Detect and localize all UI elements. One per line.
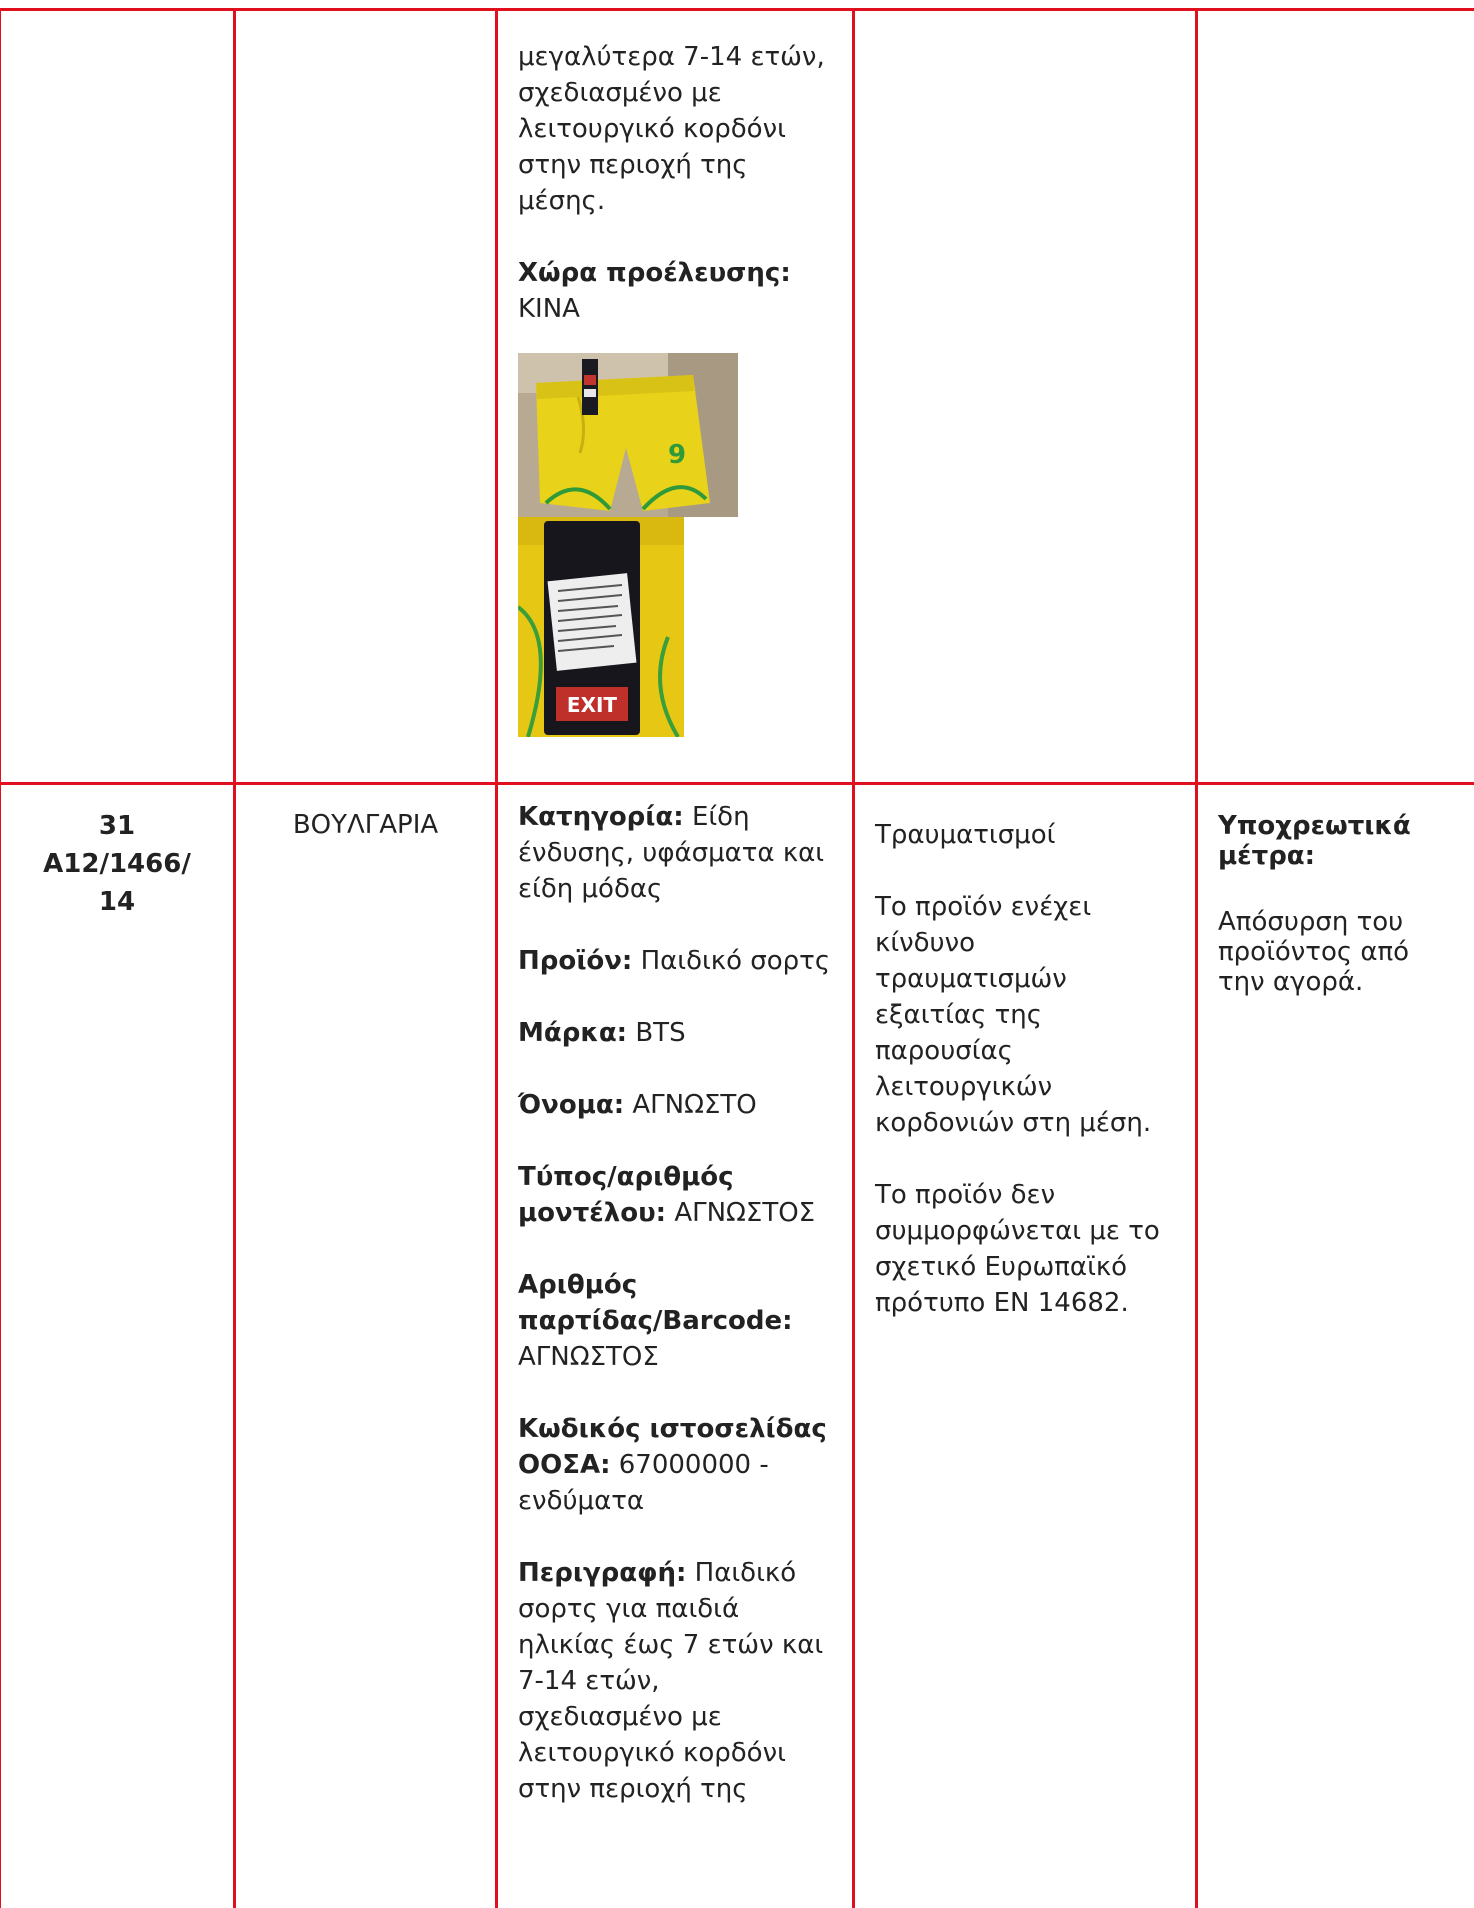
field-oecd-code [518,1411,832,1519]
shorts-number: 9 [668,440,687,470]
cell-country-empty [235,10,497,784]
field-value: ΑΓΝΩΣΤΟ [632,1090,757,1120]
field-category [518,799,832,907]
field-label: Προϊόν: [518,946,633,976]
measures-text: Απόσυρση του προϊόντος από την αγορά. [1218,907,1410,997]
field-label: Αριθμός παρτίδας/Barcode: [518,1270,793,1336]
cell-product-continued [497,10,854,784]
label-tag-photo [518,517,684,737]
field-name [518,1087,832,1123]
ref-code-part2: 14 [98,887,136,917]
country-name: ΒΟΥΛΓΑΡΙΑ [292,810,439,840]
field-product [518,943,832,979]
measures-label: Υποχρεωτικά μέτρα: [1218,811,1411,871]
field-model [518,1159,832,1231]
field-label: Όνομα: [518,1090,625,1120]
field-value: Παιδικό σορτς [640,946,831,976]
field-label: Περιγραφή: [518,1558,687,1588]
field-value: ΑΓΝΩΣΤΟΣ [674,1198,816,1228]
exit-tag-text: EXIT [566,693,618,717]
cell-ref-empty [0,10,235,784]
row-number: 31 [98,811,136,841]
field-label: Τύπος/αριθμός μοντέλου: [518,1162,734,1228]
field-value: ΑΓΝΩΣΤΟΣ [518,1342,659,1372]
table-row-continued [0,10,1474,784]
cell-country [235,784,497,1908]
origin-label: Χώρα προέλευσης: [518,258,791,288]
recall-table [0,8,1474,1908]
field-label: Μάρκα: [518,1018,628,1048]
cell-risk [854,784,1197,1908]
risk-type: Τραυματισμοί [875,820,1056,850]
risk-paragraph-2: Το προϊόν δεν συμμορφώνεται με το σχετικό Ευρωπαϊκό πρότυπο EN 14682. [875,1180,1160,1318]
field-label: Κατηγορία: [518,802,684,832]
origin-value: ΚΙΝΑ [518,294,580,324]
cell-product [497,784,854,1908]
field-brand [518,1015,832,1051]
field-label: Κωδικός ιστοσελίδας ΟΟΣΑ: [518,1414,827,1480]
product-photos [518,353,832,737]
origin-field [518,255,832,327]
field-description [518,1555,832,1807]
field-value: Παιδικό σορτς για παιδιά ηλικίας έως 7 ετών και 7-14 ετών, σχεδιασμένο με λειτουργικό κορδόνι στην περιοχή της [518,1558,824,1804]
field-value: Είδη ένδυσης, υφάσματα και είδη μόδας [518,802,825,904]
table-row-31 [0,784,1474,1908]
field-value: BTS [635,1018,686,1048]
cell-ref [0,784,235,1908]
ref-code-part1: A12/1466/ [43,849,191,879]
field-value: 67000000 - ενδύματα [518,1450,769,1516]
field-batch [518,1267,832,1375]
cell-risk-empty [854,10,1197,784]
shorts-photo [518,353,738,517]
cell-measures [1197,784,1474,1908]
risk-paragraph-1: Το προϊόν ενέχει κίνδυνο τραυματισμών εξαιτίας της παρουσίας λειτουργικών κορδονιών στη μέση. [875,892,1152,1138]
description-tail: μεγαλύτερα 7-14 ετών, σχεδιασμένο με λειτουργικό κορδόνι στην περιοχή της μέσης. [518,42,825,216]
cell-measures-empty [1197,10,1474,784]
